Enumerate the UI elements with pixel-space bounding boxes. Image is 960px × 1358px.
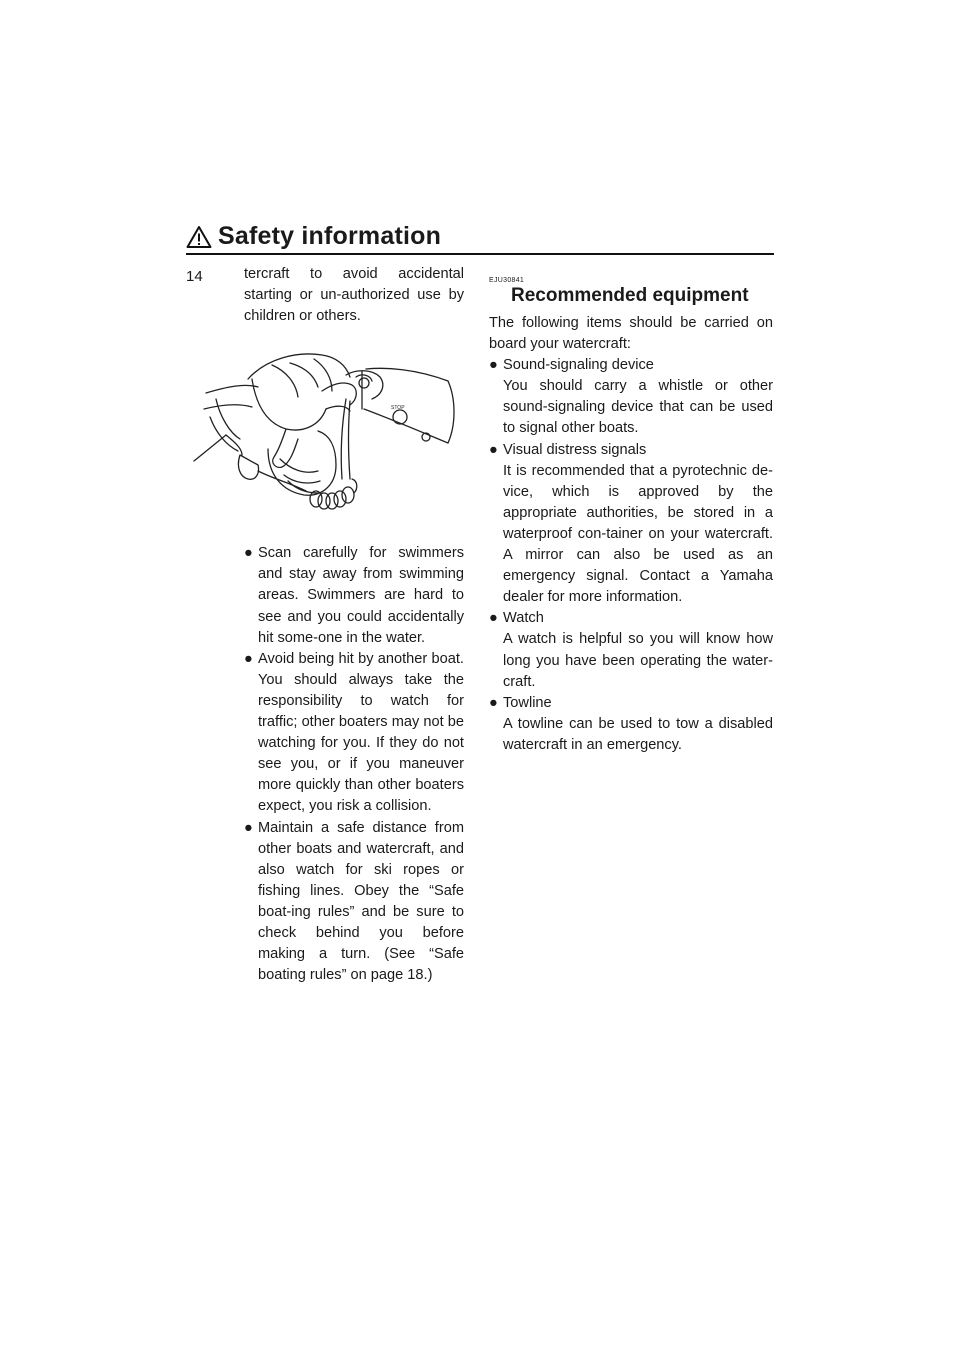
- list-item: [244, 649, 464, 818]
- list-item-text: Avoid being hit by another boat. You should always take the responsibility to watch for traffic; other boaters may not be watching for you. If they do not see you, or if you maneuver more quickly than other boaters expect, you risk a collision.: [258, 650, 464, 815]
- bullet-icon: ●: [244, 545, 253, 562]
- list-item-text: Maintain a safe distance from other boats and watercraft, and also watch for ski ropes or fishing lines. Obey the “Safe boat-ing rules” and be sure to check behind you before making a turn. (See “Safe boating rules” on page 18.): [258, 819, 464, 984]
- right-column: [489, 264, 773, 756]
- list-item: [244, 543, 464, 648]
- header-rule: [186, 253, 774, 255]
- list-item: [489, 693, 773, 756]
- equipment-description: It is recommended that a pyrotechnic de-vice, which is approved by the appropriate authorities, be stored in a waterproof con-tainer on your watercraft. A mirror can also be used as an emergency signal. Contact a Yamaha dealer for more information.: [503, 462, 773, 606]
- equipment-description: A towline can be used to tow a disabled watercraft in an emergency.: [503, 715, 773, 753]
- bullet-icon: ●: [244, 819, 253, 836]
- section-title: Recommended equipment: [511, 285, 749, 306]
- page-number: 14: [186, 268, 203, 285]
- warning-triangle-icon: [186, 225, 212, 249]
- left-column: [244, 264, 464, 986]
- equipment-description: A watch is helpful so you will know how long you have been operating the water-craft.: [503, 631, 773, 690]
- stop-label: STOP: [391, 405, 405, 412]
- section-intro: The following items should be carried on board your watercraft:: [489, 315, 773, 353]
- bullet-icon: ●: [489, 441, 498, 458]
- safety-bullet-list: [244, 543, 464, 986]
- bullet-icon: ●: [489, 694, 498, 711]
- section-code: EJU30841: [489, 277, 525, 284]
- equipment-name: Towline: [503, 694, 552, 711]
- hand-on-handlebar-illustration: [186, 339, 458, 535]
- equipment-description: You should carry a whistle or other sound-signaling device that can be used to signal other boats.: [503, 378, 773, 437]
- list-item-text: Scan carefully for swimmers and stay away from swimming areas. Swimmers are hard to see and you could accidentally hit some-one in the water.: [258, 545, 464, 646]
- list-item: [489, 355, 773, 439]
- list-item: [244, 818, 464, 987]
- page-header: [186, 222, 774, 256]
- continued-paragraph: tercraft to avoid accidental starting or un-authorized use by children or others.: [244, 266, 464, 325]
- equipment-name: Watch: [503, 610, 544, 627]
- bullet-icon: ●: [244, 650, 253, 667]
- bullet-icon: ●: [489, 357, 498, 374]
- equipment-name: Sound-signaling device: [503, 357, 654, 374]
- list-item: [489, 608, 773, 692]
- lanyard-illustration: [186, 339, 458, 535]
- page-title: Safety information: [218, 222, 442, 250]
- list-item: [489, 440, 773, 609]
- equipment-name: Visual distress signals: [503, 441, 647, 458]
- bullet-icon: ●: [489, 610, 498, 627]
- equipment-list: [489, 355, 773, 756]
